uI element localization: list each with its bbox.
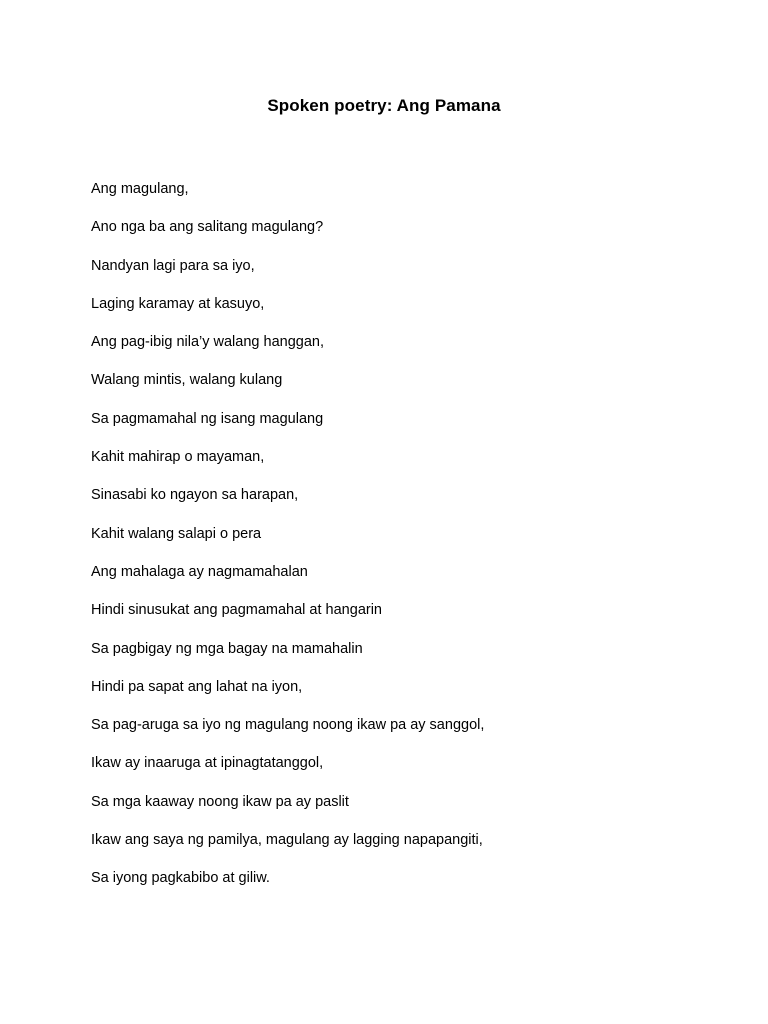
poem-line: Sa pagmamahal ng isang magulang (91, 410, 324, 427)
poem-body (91, 179, 484, 907)
poem-line: Laging karamay at kasuyo, (91, 295, 265, 312)
poem-line: Sa pag-aruga sa iyo ng magulang noong ikaw pa ay sanggol, (91, 717, 485, 734)
poem-line: Hindi sinusukat ang pagmamahal at hangarin (91, 602, 382, 619)
poem-line: Sa mga kaaway noong ikaw pa ay paslit (91, 793, 349, 810)
poem-line: Sa iyong pagkabibo at giliw. (91, 870, 270, 887)
poem-line: Ikaw ay inaaruga at ipinagtatanggol, (91, 755, 324, 772)
poem-line: Walang mintis, walang kulang (91, 372, 283, 389)
poem-line: Kahit walang salapi o pera (91, 525, 262, 542)
poem-line: Kahit mahirap o mayaman, (91, 449, 265, 466)
poem-line: Sa pagbigay ng mga bagay na mamahalin (91, 640, 363, 657)
poem-line: Ang pag-ibig nila’y walang hanggan, (91, 334, 324, 351)
poem-line: Sinasabi ko ngayon sa harapan, (91, 487, 299, 504)
poem-line: Nandyan lagi para sa iyo, (91, 257, 255, 274)
document-title: Spoken poetry: Ang Pamana (267, 96, 501, 115)
poem-line: Hindi pa sapat ang lahat na iyon, (91, 678, 303, 695)
poem-line: Ikaw ang saya ng pamilya, magulang ay lagging napapangiti, (91, 832, 483, 849)
poem-line: Ang magulang, (91, 181, 189, 197)
poem-line: Ano nga ba ang salitang magulang? (91, 219, 324, 236)
poem-line: Ang mahalaga ay nagmamahalan (91, 563, 308, 580)
